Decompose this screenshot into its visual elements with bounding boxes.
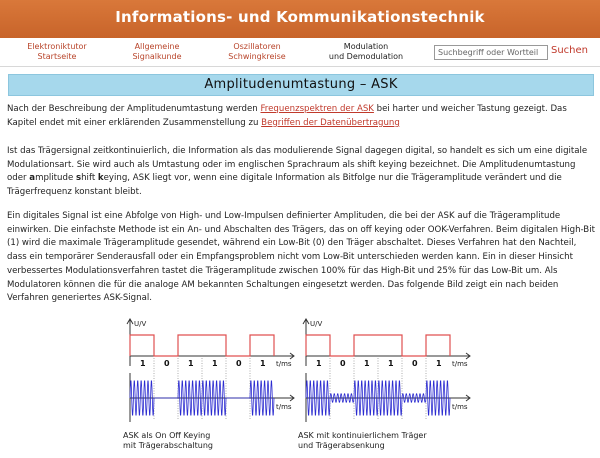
- nav-item-line2: Startseite: [37, 52, 77, 61]
- nav-item-line2: Schwingkreise: [228, 52, 286, 61]
- text: bei harter und weicher Tastung gezeigt. Das Kapitel endet mit einer erklärenden Zusammenstellung zu: [7, 104, 567, 128]
- bit-label: 1: [188, 359, 194, 368]
- search-button[interactable]: Suchen: [551, 45, 589, 56]
- text: Ist das Trägersignal zeitkontinuierlich, die Information als das modulierende Signal dagegen digital, so handelt es sich um eine digitale Modulationsart. Sie wird auch als Umtastung oder im englischen Sprachraum als shift keying bezeichnet. Die Amplitudenumtastung oder: [7, 146, 588, 184]
- nav-item-line1: Elektroniktutor: [27, 42, 87, 51]
- nav-item-line1: Allgemeine: [134, 42, 180, 51]
- nav-item-modulation[interactable]: [316, 42, 416, 62]
- digital-signal: [306, 335, 450, 356]
- nav-item-line2: und Demodulation: [328, 52, 404, 61]
- bit-label: 0: [164, 359, 170, 368]
- y-axis-label: U/V: [310, 320, 323, 328]
- bit-label: 0: [236, 359, 242, 368]
- definition-paragraph: [7, 145, 595, 200]
- x-axis-label: t/ms: [276, 360, 292, 368]
- page-title: Amplitudenumtastung – ASK: [8, 74, 594, 96]
- text: mplitude: [35, 173, 76, 184]
- bit-label: 1: [364, 359, 370, 368]
- site-banner: [0, 0, 600, 39]
- figure-continuous-carrier: [294, 318, 474, 448]
- nav-item-startseite[interactable]: [12, 42, 102, 62]
- bit-label: 1: [140, 359, 146, 368]
- nav-item-oszillatoren[interactable]: [212, 42, 302, 62]
- bit-label: 1: [260, 359, 266, 368]
- caption-line1: ASK als On Off Keying: [123, 431, 211, 440]
- link-begriffe-datenuebertragung[interactable]: Begriffen der Datenübertragung: [261, 117, 400, 128]
- bit-label: 1: [436, 359, 442, 368]
- text: eying, ASK liegt vor, wenn eine digitale Information als Bitfolge nur die Trägeramplitude verändert und die Trägerfrequenz konstant bleibt.: [7, 173, 562, 198]
- bold-letter: a: [29, 173, 36, 184]
- caption-line2: mit Trägerabschaltung: [123, 441, 213, 450]
- search-input[interactable]: [434, 45, 548, 60]
- bold-letter: s: [75, 173, 82, 184]
- bit-label: 0: [340, 359, 346, 368]
- nav-item-line2: Signalkunde: [132, 52, 182, 61]
- digital-signal: [130, 335, 274, 356]
- caption-line2: und Trägerabsenkung: [298, 441, 385, 450]
- ook-paragraph: Ein digitales Signal ist eine Abfolge von High- und Low-Impulsen definierter Amplituden, die bei der ASK auf die Trägeramplitude einwirken. Die einfachste Methode ist ein An- und Abschalten des Trägers, das on off keying oder OOK-Verfahren. Beim digitalen High-Bit (1) wird die maximale Trägeramplitude gesendet, während ein Low-Bit (0) den Träger abschaltet. Dieses Verfahren hat den Nachteil, dass ein temporärer Senderausfall oder ein Empfangsproblem nicht vom Low-Bit unterschieden werden kann. Ein in dieser Hinsicht verbessertes Modulationsverfahren tastet die Trägeramplitude zwischen 100% für das High-Bit und 25% für das Low-Bit um. Als Modulatoren können die für die analoge AM bekannten Schaltungen eingesetzt werden. Das folgende Bild zeigt ein nach beiden Verfahren generiertes ASK-Signal.: [7, 211, 595, 304]
- nav-item-line1: Oszillatoren: [233, 42, 281, 51]
- bit-label: 1: [212, 359, 218, 368]
- ask-ook-diagram: [118, 318, 298, 428]
- text: hift: [81, 173, 98, 184]
- ask-continuous-diagram: [294, 318, 474, 428]
- nav-item-line1: Modulation: [343, 42, 389, 51]
- nav-item-signalkunde[interactable]: [112, 42, 202, 62]
- caption-line1: ASK mit kontinuierlichem Träger: [298, 431, 427, 440]
- link-frequenzspektren[interactable]: Frequenzspektren der ASK: [260, 104, 374, 114]
- bit-label: 0: [412, 359, 418, 368]
- site-title: Informations- und Kommunikationstechnik: [115, 8, 485, 26]
- bit-label: 1: [388, 359, 394, 368]
- text: Nach der Beschreibung der Amplitudenumtastung werden: [7, 104, 261, 114]
- bit-label: 1: [316, 359, 322, 368]
- bold-letter: k: [97, 173, 104, 184]
- intro-paragraph: [7, 103, 595, 130]
- x-axis-label: t/ms: [276, 403, 292, 411]
- y-axis-label: U/V: [134, 320, 147, 328]
- figure-caption: [123, 431, 213, 451]
- figure-ook: [118, 318, 298, 448]
- x-axis-label: t/ms: [452, 403, 468, 411]
- x-axis-label: t/ms: [452, 360, 468, 368]
- figure-caption: [298, 431, 427, 451]
